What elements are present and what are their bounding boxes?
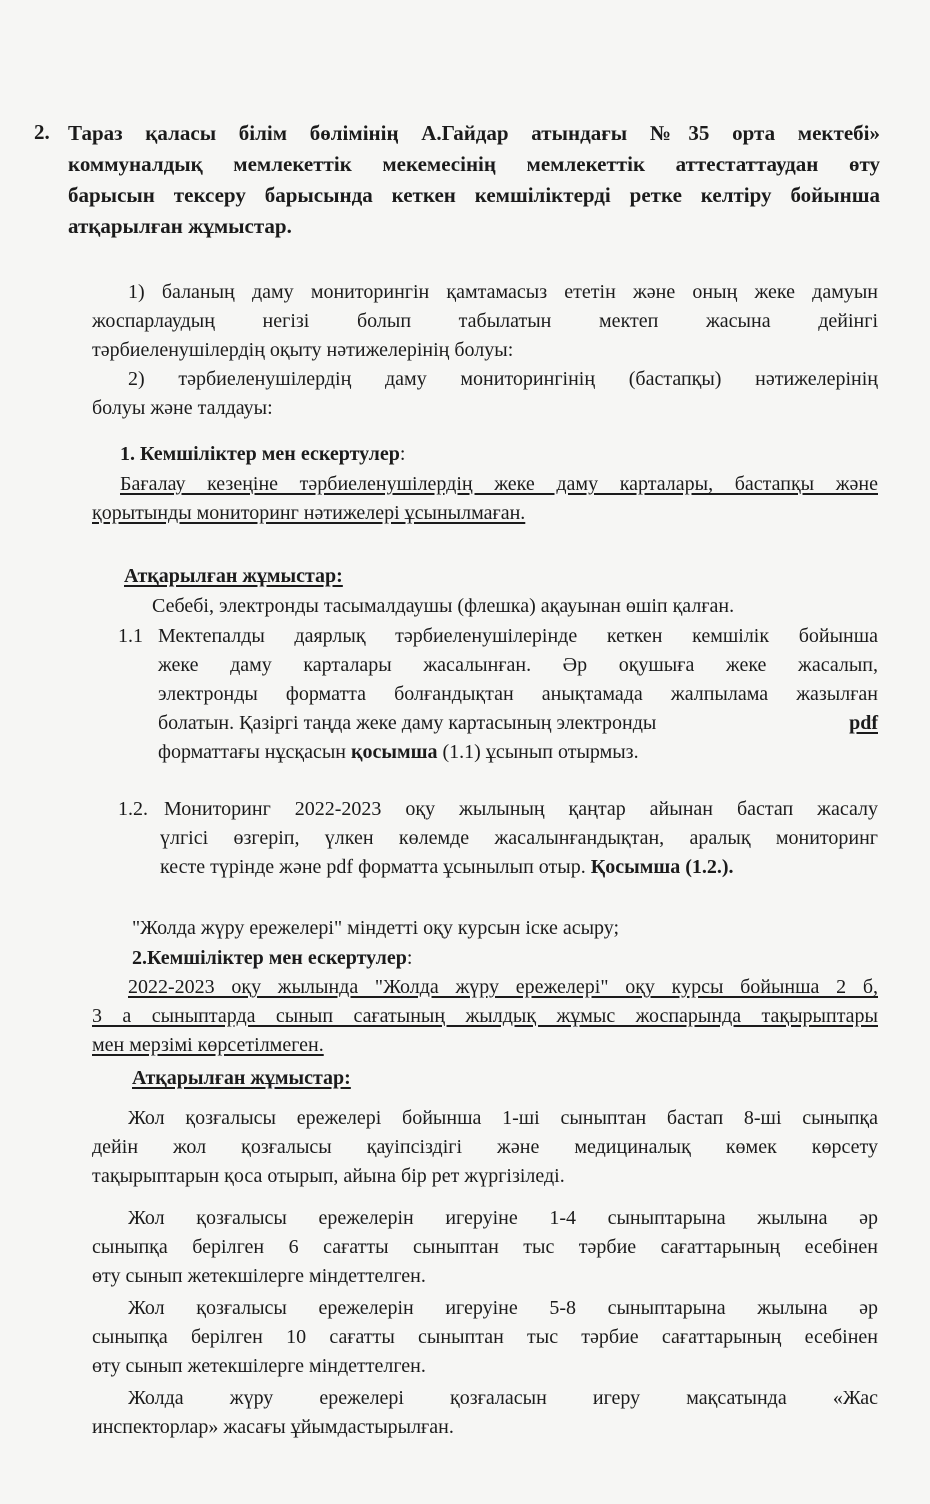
block1-remark <box>92 470 878 528</box>
text-line: мен мерзімі көрсетілмеген. <box>92 1034 324 1056</box>
intro-item-1 <box>92 278 878 365</box>
text-line <box>158 709 878 738</box>
heading-line: барысын тексеру барысында кеткен кемшіліктерді ретке келтіру бойынша <box>68 183 880 207</box>
text-line <box>160 853 878 882</box>
section-heading <box>68 118 880 242</box>
block2-done-heading: Атқарылған жұмыстар: <box>132 1067 351 1089</box>
intro-item-2 <box>92 365 878 423</box>
road-course-line: "Жолда жүру ережелері" міндетті оқу курсын іске асыру; <box>132 917 620 939</box>
p12-number: 1.2. <box>118 798 148 820</box>
heading-line: коммуналдық мемлекеттік мекемесінің мемлекеттік аттестаттаудан өту <box>68 152 880 176</box>
text-line: болуы және талдауы: <box>92 397 273 419</box>
block2-heading <box>132 944 632 973</box>
text-line: жоспарлаудың негізі болып табылатын мектеп жасына дейінгі <box>92 310 878 332</box>
text-line: 2) тәрбиеленушілердің даму мониторингінің (бастапқы) нәтижелерінің <box>128 368 878 390</box>
attachment-label: қосымша <box>350 741 438 763</box>
p11-paragraph <box>158 622 878 767</box>
pdf-word: pdf <box>849 712 878 734</box>
text-line: 1) баланың даму мониторингін қамтамасыз ететін және оның жеке дамуын <box>128 281 878 303</box>
section-number: 2. <box>34 120 50 144</box>
block2-para-2 <box>92 1204 878 1291</box>
block1-heading <box>120 440 620 469</box>
p12-paragraph <box>160 795 878 882</box>
text-line: Бағалау кезеңіне тәрбиеленушілердің жеке даму карталары, бастапқы және <box>120 473 878 495</box>
text-segment: форматтағы нұсқасын <box>158 741 351 763</box>
text-line <box>158 738 878 767</box>
block2-remark <box>92 973 878 1060</box>
text-line: инспекторлар» жасағы ұйымдастырылған. <box>92 1416 454 1438</box>
text-segment: кесте түрінде және pdf форматта ұсынылып отыр. <box>160 856 591 878</box>
block2-para-4 <box>92 1384 878 1442</box>
block1-heading-text: 1. Кемшіліктер мен ескертулер <box>120 443 400 465</box>
text-segment: (1.1) ұсынып отырмыз. <box>437 741 639 763</box>
block2-heading-colon: : <box>406 947 413 969</box>
text-line: 3 а сыныптарда сынып сағатының жылдық жұмыс жоспарында тақырыптары <box>92 1005 878 1027</box>
text-line: дейін жол қозғалысы қауіпсіздігі және медициналық көмек көрсету <box>92 1136 878 1158</box>
text-line: өту сынып жетекшілерге міндеттелген. <box>92 1355 426 1377</box>
block1-heading-colon: : <box>399 443 406 465</box>
text-line: 2022-2023 оқу жылында "Жолда жүру ережелері" оқу курсы бойынша 2 б, <box>128 976 878 998</box>
heading-line: Тараз қаласы білім бөлімінің А.Гайдар атындағы №35 орта мектебі» <box>68 121 880 145</box>
block2-para-3 <box>92 1294 878 1381</box>
heading-line: атқарылған жұмыстар. <box>68 214 292 238</box>
text-line: Жол қозғалысы ережелерін игеруіне 5-8 сыныптарына жылына әр <box>128 1297 878 1319</box>
text-line: Мектепалды даярлық тәрбиеленушілерінде кеткен кемшілік бойынша <box>158 625 878 647</box>
text-segment: болатын. Қазіргі таңда жеке даму картасының электронды <box>158 712 657 734</box>
block2-para-1 <box>92 1104 878 1191</box>
text-line: Жол қозғалысы ережелері бойынша 1-ші сыныптан бастап 8-ші сыныпқа <box>128 1107 878 1129</box>
block1-done-heading: Атқарылған жұмыстар: <box>124 565 343 587</box>
text-line: Мониторинг 2022-2023 оқу жылының қаңтар айынан бастап жасалу <box>164 798 878 820</box>
text-line: электронды форматта болғандықтан анықтамада жалпылама жазылған <box>158 683 878 705</box>
attachment-label: Қосымша (1.2.). <box>590 856 734 878</box>
text-line: жеке даму карталары жасалынған. Әр оқушыға жеке жасалып, <box>158 654 878 676</box>
block1-reason: Себебі, электронды тасымалдаушы (флешка) ақауынан өшіп қалған. <box>152 595 735 617</box>
text-line: өту сынып жетекшілерге міндеттелген. <box>92 1265 426 1287</box>
text-line: қорытынды мониторинг нәтижелері ұсынылмаған. <box>92 502 526 524</box>
block2-heading-text: 2.Кемшіліктер мен ескертулер <box>132 947 407 969</box>
text-line: Жол қозғалысы ережелерін игеруіне 1-4 сыныптарына жылына әр <box>128 1207 878 1229</box>
p11-number: 1.1 <box>118 625 143 647</box>
text-line: сыныпқа берілген 6 сағатты сыныптан тыс тәрбие сағаттарының есебінен <box>92 1236 878 1258</box>
text-line: тәрбиеленушілердің оқыту нәтижелерінің болуы: <box>92 339 514 361</box>
text-line: сыныпқа берілген 10 сағатты сыныптан тыс тәрбие сағаттарының есебінен <box>92 1326 878 1348</box>
text-line: Жолда жүру ережелері қозғаласын игеру мақсатында «Жас <box>128 1387 878 1409</box>
text-line: үлгісі өзгеріп, үлкен көлемде жасалынғандықтан, аралық мониторинг <box>160 827 878 849</box>
text-line: тақырыптарын қоса отырып, айына бір рет жүргізіледі. <box>92 1165 565 1187</box>
